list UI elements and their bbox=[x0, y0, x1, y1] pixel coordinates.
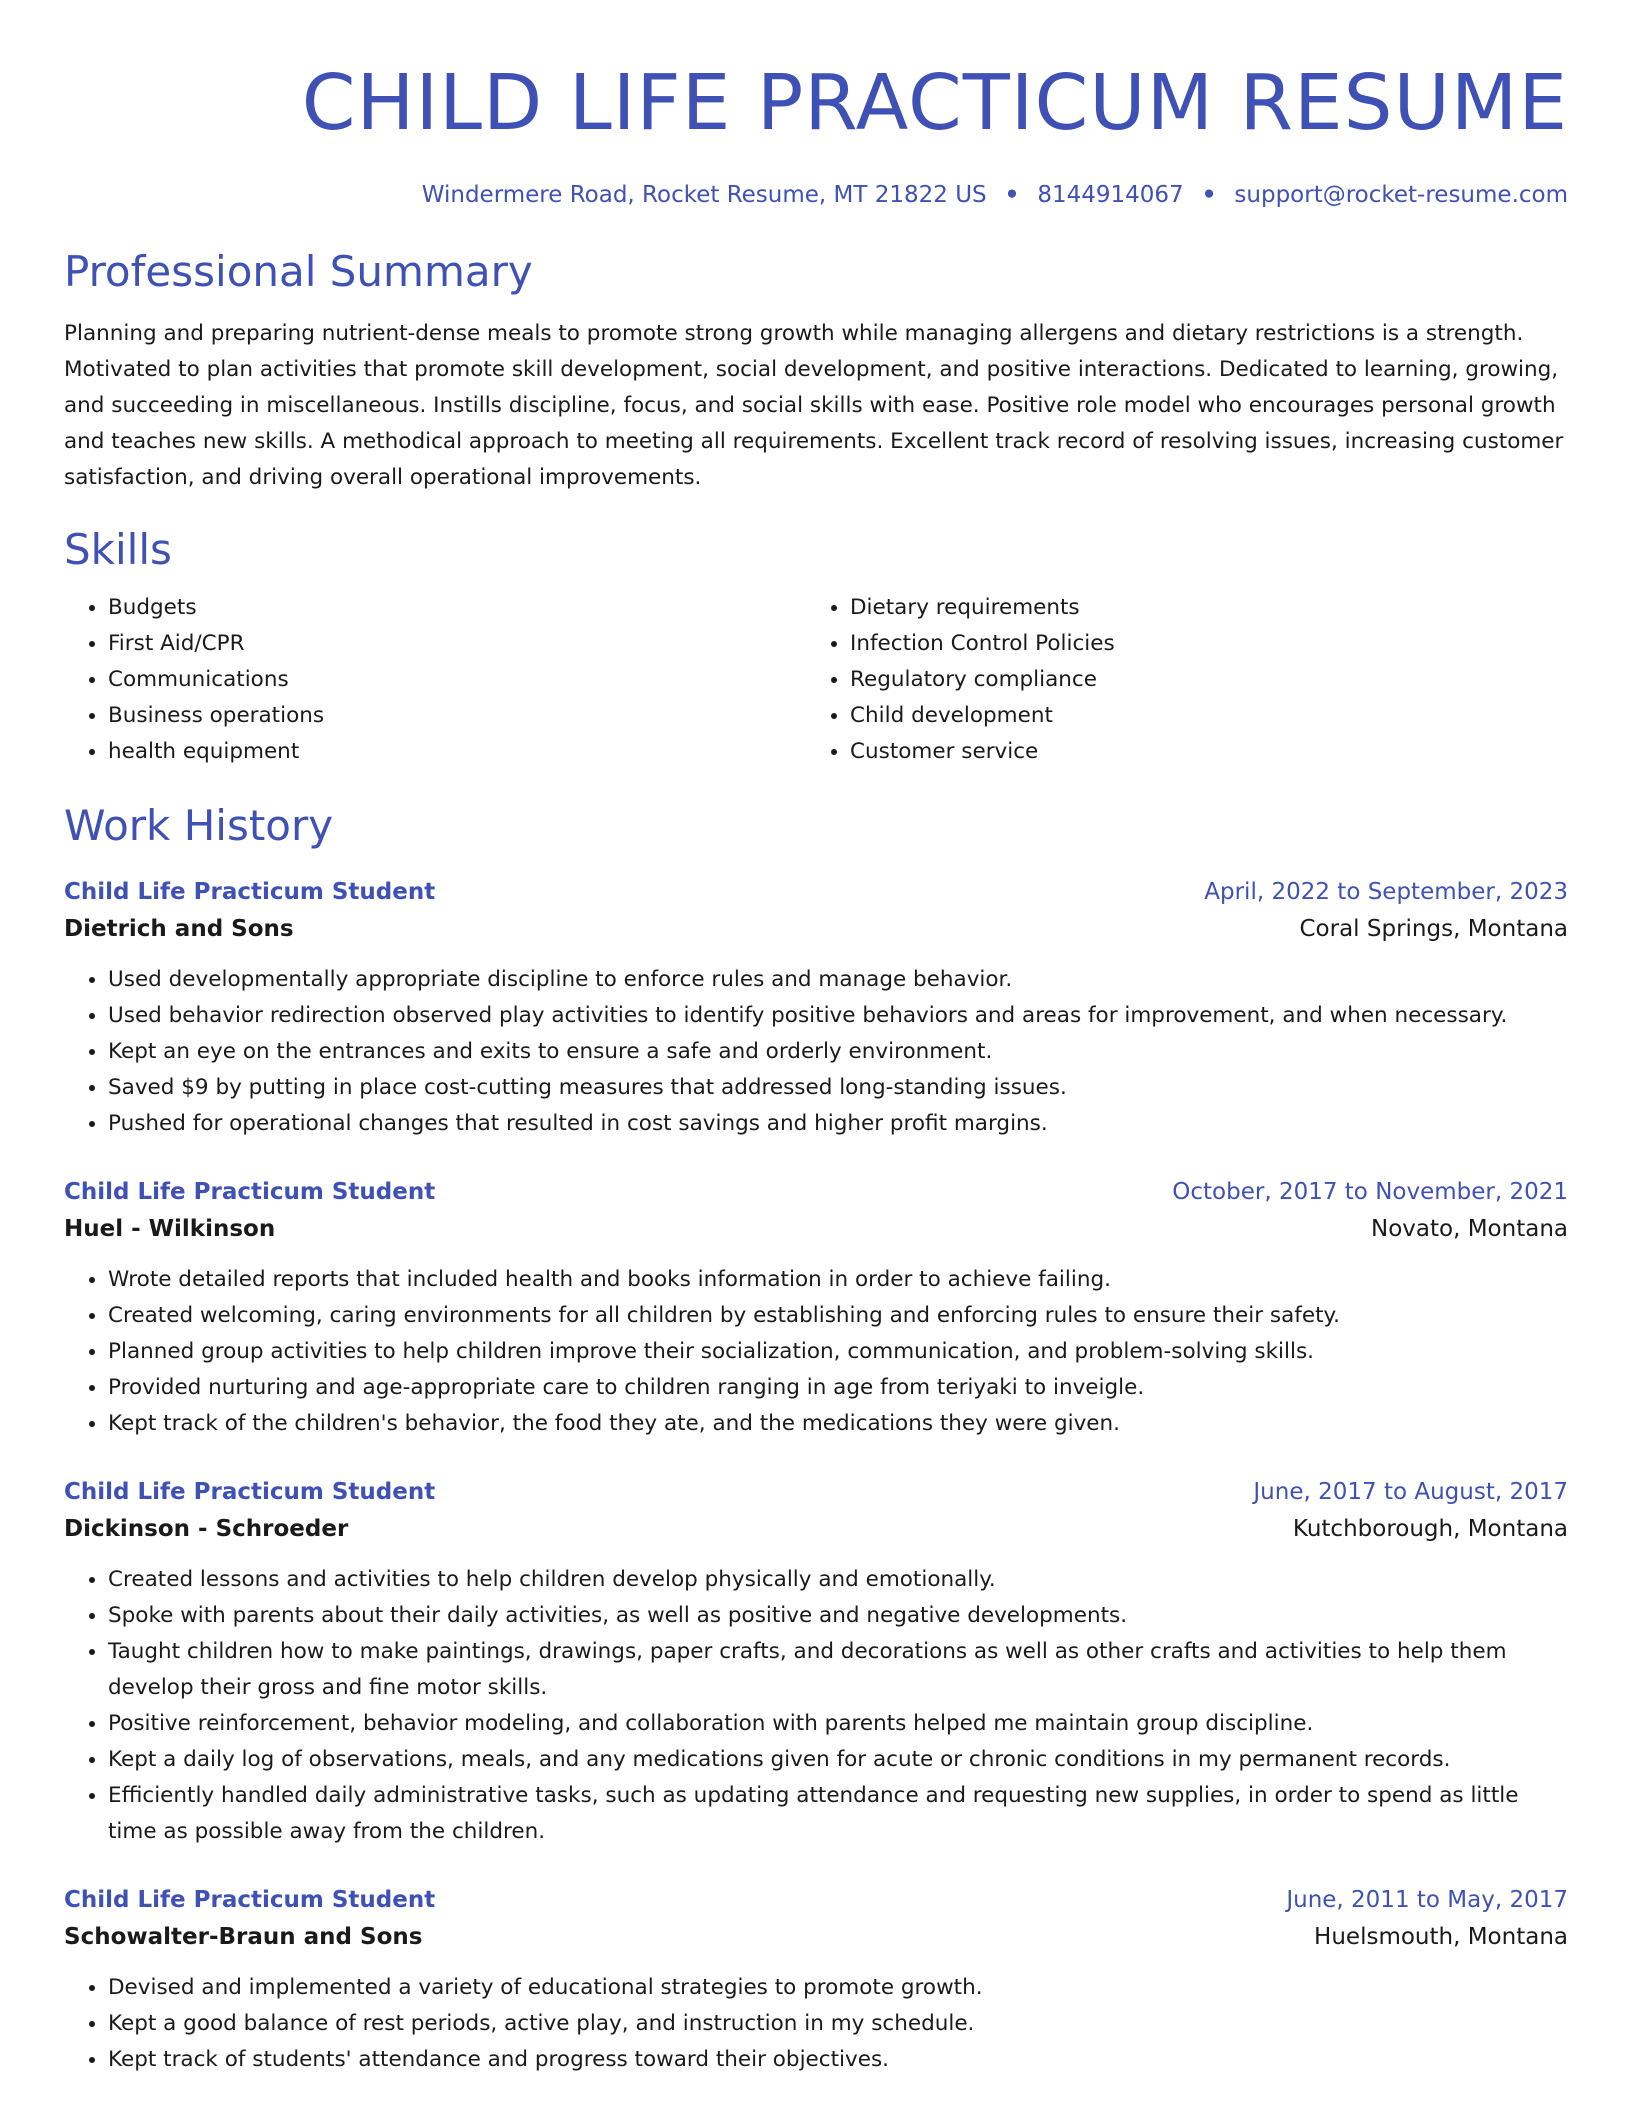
summary-text: Planning and preparing nutrient-dense meals to promote strong growth while managing allergens and dietary restrictions is a strength. Motivated to plan activities that promote skill development, social development, and positive interactions. Dedicated to learning, growing, and succeeding in miscellaneous. Instills discipline, focus, and social skills with ease. Positive role model who encourages personal growth and teaches new skills. A methodical approach to meeting all requirements. Excellent track record of resolving issues, increasing customer satisfaction, and driving overall operational improvements. bbox=[64, 321, 1564, 490]
job-bullet: • Wrote detailed reports that included health and books information in order to achieve failing. bbox=[108, 1262, 1568, 1298]
job-bullet: • Used behavior redirection observed play activities to identify positive behaviors and areas for improvement, and when necessary. bbox=[108, 998, 1568, 1034]
skill-item: • Business operations bbox=[108, 698, 806, 734]
summary-heading: Professional Summary bbox=[64, 247, 533, 296]
job-bullets bbox=[64, 962, 1568, 1142]
skill-item: • First Aid/CPR bbox=[108, 626, 806, 662]
job-bullet: • Spoke with parents about their daily activities, as well as positive and negative developments. bbox=[108, 1598, 1568, 1634]
skill-item: • Dietary requirements bbox=[850, 590, 1548, 626]
skill-item: • Budgets bbox=[108, 590, 806, 626]
job-bullets bbox=[64, 1262, 1568, 1442]
skills-list-right bbox=[806, 590, 1548, 770]
job-company: Dietrich and Sons bbox=[64, 916, 294, 942]
job-location: Coral Springs, Montana bbox=[1299, 916, 1568, 942]
job-bullet: • Kept track of students' attendance and progress toward their objectives. bbox=[108, 2042, 1568, 2078]
contact-separator: • bbox=[1201, 182, 1217, 208]
job-location: Novato, Montana bbox=[1371, 1216, 1568, 1242]
job-header-row bbox=[64, 1474, 1568, 1510]
job-bullet: • Kept track of the children's behavior, the food they ate, and the medications they were given. bbox=[108, 1406, 1568, 1442]
job-company-row bbox=[64, 1210, 1568, 1248]
contact-address: Windermere Road, Rocket Resume, MT 21822 US bbox=[421, 182, 987, 208]
job-bullets bbox=[64, 1562, 1568, 1850]
skills-heading: Skills bbox=[64, 525, 172, 574]
contact-separator: • bbox=[1004, 182, 1020, 208]
contact-phone: 8144914067 bbox=[1037, 182, 1184, 208]
job-company-row bbox=[64, 910, 1568, 948]
skill-item: • Communications bbox=[108, 662, 806, 698]
job-title: Child Life Practicum Student bbox=[64, 1479, 436, 1505]
skills-grid bbox=[64, 590, 1568, 770]
job-company: Schowalter-Braun and Sons bbox=[64, 1924, 423, 1950]
job-dates: April, 2022 to September, 2023 bbox=[1204, 879, 1568, 905]
job-company-row bbox=[64, 1918, 1568, 1956]
skill-item: • health equipment bbox=[108, 734, 806, 770]
resume-title: CHILD LIFE PRACTICUM RESUME bbox=[301, 59, 1568, 148]
job-bullet: • Taught children how to make paintings, drawings, paper crafts, and decorations as well as other crafts and activities to help them develop their gross and fine motor skills. bbox=[108, 1634, 1568, 1706]
job-bullet: • Efficiently handled daily administrative tasks, such as updating attendance and requesting new supplies, in order to spend as little time as possible away from the children. bbox=[108, 1778, 1568, 1850]
job-bullet: • Kept an eye on the entrances and exits to ensure a safe and orderly environment. bbox=[108, 1034, 1568, 1070]
resume-page bbox=[64, 0, 1568, 2078]
job-bullet: • Kept a daily log of observations, meals, and any medications given for acute or chronic conditions in my permanent records. bbox=[108, 1742, 1568, 1778]
skills-list-left bbox=[64, 590, 806, 770]
skill-item: • Infection Control Policies bbox=[850, 626, 1548, 662]
job-dates: October, 2017 to November, 2021 bbox=[1172, 1179, 1568, 1205]
job-bullet: • Pushed for operational changes that resulted in cost savings and higher profit margins. bbox=[108, 1106, 1568, 1142]
contact-line bbox=[64, 180, 1568, 210]
job-bullet: • Provided nurturing and age-appropriate care to children ranging in age from teriyaki to inveigle. bbox=[108, 1370, 1568, 1406]
skill-item: • Regulatory compliance bbox=[850, 662, 1548, 698]
job-bullet: • Kept a good balance of rest periods, active play, and instruction in my schedule. bbox=[108, 2006, 1568, 2042]
job-title: Child Life Practicum Student bbox=[64, 1887, 436, 1913]
job-bullet: • Planned group activities to help children improve their socialization, communication, and problem-solving skills. bbox=[108, 1334, 1568, 1370]
job-location: Kutchborough, Montana bbox=[1292, 1516, 1568, 1542]
job-title: Child Life Practicum Student bbox=[64, 1179, 436, 1205]
skill-item: • Child development bbox=[850, 698, 1548, 734]
job-header-row bbox=[64, 874, 1568, 910]
skill-item: • Customer service bbox=[850, 734, 1548, 770]
job-entry bbox=[64, 1474, 1568, 1850]
job-bullets bbox=[64, 1970, 1568, 2078]
job-bullet: • Used developmentally appropriate discipline to enforce rules and manage behavior. bbox=[108, 962, 1568, 998]
job-title: Child Life Practicum Student bbox=[64, 879, 436, 905]
job-bullet: • Devised and implemented a variety of educational strategies to promote growth. bbox=[108, 1970, 1568, 2006]
job-header-row bbox=[64, 1882, 1568, 1918]
job-dates: June, 2017 to August, 2017 bbox=[1253, 1479, 1568, 1505]
job-bullet: • Positive reinforcement, behavior modeling, and collaboration with parents helped me maintain group discipline. bbox=[108, 1706, 1568, 1742]
job-entry bbox=[64, 1882, 1568, 2078]
job-dates: June, 2011 to May, 2017 bbox=[1286, 1887, 1568, 1913]
job-bullet: • Created welcoming, caring environments for all children by establishing and enforcing rules to ensure their safety. bbox=[108, 1298, 1568, 1334]
job-company: Huel - Wilkinson bbox=[64, 1216, 276, 1242]
job-location: Huelsmouth, Montana bbox=[1314, 1924, 1568, 1950]
job-entry bbox=[64, 1174, 1568, 1442]
job-bullet: • Created lessons and activities to help children develop physically and emotionally. bbox=[108, 1562, 1568, 1598]
work-history-heading: Work History bbox=[64, 801, 334, 850]
job-bullet: • Saved $9 by putting in place cost-cutting measures that addressed long-standing issues. bbox=[108, 1070, 1568, 1106]
job-header-row bbox=[64, 1174, 1568, 1210]
job-company: Dickinson - Schroeder bbox=[64, 1516, 349, 1542]
job-company-row bbox=[64, 1510, 1568, 1548]
contact-email[interactable]: support@rocket-resume.com bbox=[1234, 182, 1568, 208]
job-entry bbox=[64, 874, 1568, 1142]
